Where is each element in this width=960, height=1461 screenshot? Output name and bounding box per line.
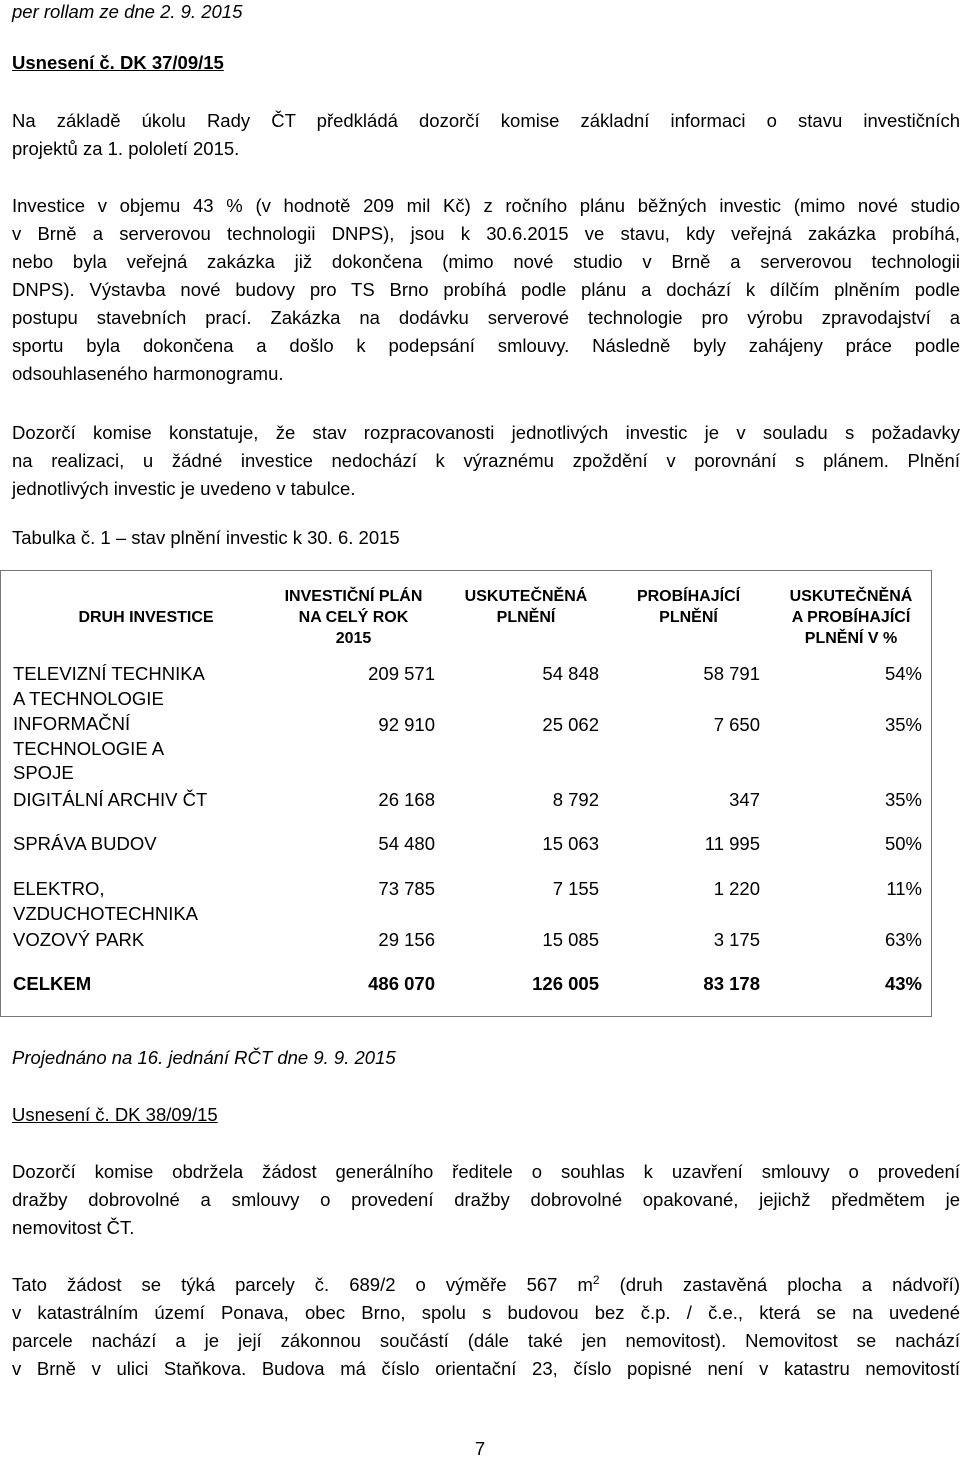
text-line: na realizaci, u žádné investice nedochází k výraznému zpoždění v porovnání s plánem. Plnění: [12, 450, 960, 471]
cell-ongoing: 347: [729, 789, 760, 810]
total-ongoing: 83 178: [703, 973, 760, 994]
cell-plan: 209 571: [368, 663, 435, 684]
header-investment-type: DRUH INVESTICE: [78, 609, 214, 626]
text-line: nebo byla veřejná zakázka již dokončena (mimo nové studio v Brně a serverovou technologii: [12, 251, 960, 272]
row-label-line: VOZOVÝ PARK: [13, 929, 145, 950]
row-label-line: DIGITÁLNÍ ARCHIV ČT: [13, 789, 208, 810]
cell-pct: 35%: [884, 789, 922, 810]
cell-pct: 54%: [884, 663, 922, 684]
text-line: Investice v objemu 43 % (v hodnotě 209 mil Kč) z ročního plánu běžných investic (mimo nové studio: [12, 195, 960, 216]
row-label-line: ELEKTRO,: [13, 878, 105, 899]
cell-ongoing: 7 650: [713, 714, 760, 735]
row-label-line: SPOJE: [13, 762, 74, 783]
cell-pct: 63%: [884, 929, 922, 950]
text-line: Na základě úkolu Rady ČT předkládá dozorčí komise základní informaci o stavu investičních: [12, 110, 960, 131]
text-line: parcele nachází a je její zákonnou součástí (dále také jen nemovitost). Nemovitost se nachází: [12, 1330, 960, 1351]
header-done: [441, 586, 611, 628]
header-line: USKUTEČNĚNÁ: [789, 588, 913, 605]
page-number: 7: [474, 1438, 486, 1459]
header-line: A PROBÍHAJÍCÍ: [791, 609, 911, 626]
cell-pct: 35%: [884, 714, 922, 735]
total-done: 126 005: [532, 973, 599, 994]
text-segment: (druh zastavěná plocha a nádvoří): [599, 1274, 960, 1295]
cell-done: 8 792: [552, 789, 599, 810]
cell-done: 54 848: [542, 663, 599, 684]
text-line: [12, 1271, 960, 1299]
row-label: [13, 928, 144, 953]
header-line: NA CELÝ ROK: [298, 609, 409, 626]
cell-plan: 29 156: [378, 929, 435, 950]
row-label: [13, 662, 205, 711]
header-line: PLNĚNÍ V %: [804, 630, 898, 647]
resolution-title-38: Usnesení č. DK 38/09/15: [12, 1104, 218, 1125]
total-plan: 486 070: [368, 973, 435, 994]
cell-plan: 73 785: [378, 878, 435, 899]
text-line: Dozorčí komise konstatuje, že stav rozpracovanosti jednotlivých investic je v souladu s požadavky: [12, 422, 960, 443]
cell-ongoing: 11 995: [704, 833, 760, 854]
cell-plan: 54 480: [378, 833, 435, 854]
table-caption: Tabulka č. 1 – stav plnění investic k 30. 6. 2015: [12, 527, 400, 548]
text-line: v katastrálním území Ponava, obec Brno, spolu s budovou bez č.p. / č.e., která se na uvedené: [12, 1302, 960, 1323]
row-label: [13, 832, 157, 857]
header-ongoing: [606, 586, 771, 628]
investment-table: [0, 570, 932, 1017]
cell-pct: 50%: [884, 833, 922, 854]
header-plan: [266, 586, 441, 649]
text-line: jednotlivých investic je uvedeno v tabulce.: [12, 478, 356, 499]
text-line: v Brně v ulici Staňkova. Budova má číslo orientační 23, číslo popisné není v katastru nemovitostí: [12, 1358, 960, 1379]
header-pct: [771, 586, 931, 649]
cell-ongoing: 3 175: [713, 929, 760, 950]
cell-ongoing: 1 220: [713, 878, 760, 899]
row-label-line: TELEVIZNÍ TECHNIKA: [13, 663, 205, 684]
total-label: CELKEM: [13, 973, 92, 994]
text-line: DNPS). Výstavba nové budovy pro TS Brno probíhá podle plánu a dochází k dílčím plněním podle: [12, 279, 960, 300]
row-label: [13, 712, 164, 786]
text-segment: Tato žádost se týká parcely č. 689/2 o výměře 567 m: [12, 1274, 593, 1295]
text-line: v Brně a serverovou technologii DNPS), jsou k 30.6.2015 ve stavu, kdy veřejná zakázka probíhá,: [12, 223, 960, 244]
text-line: nemovitost ČT.: [12, 1217, 135, 1238]
header-line: PROBÍHAJÍCÍ: [636, 588, 741, 605]
row-label-line: VZDUCHOTECHNIKA: [13, 902, 199, 924]
cell-done: 15 063: [542, 833, 599, 854]
row-label: [13, 788, 207, 813]
row-label-line: A TECHNOLOGIE: [13, 687, 164, 709]
header-line: PLNĚNÍ: [496, 609, 556, 626]
row-label-line: INFORMAČNÍ: [13, 713, 131, 734]
cell-done: 7 155: [552, 878, 599, 899]
cell-done: 15 085: [542, 929, 599, 950]
cell-pct: 11%: [886, 878, 922, 899]
resolution-title-37: Usnesení č. DK 37/09/15: [12, 52, 224, 73]
text-line: postupu stavebních prací. Zakázka na dodávku serverové technologie pro výrobu zpravodajství a: [12, 307, 960, 328]
row-label-line: SPRÁVA BUDOV: [13, 833, 157, 854]
header-line: USKUTEČNĚNÁ: [464, 588, 588, 605]
cell-done: 25 062: [542, 714, 599, 735]
date-line: per rollam ze dne 2. 9. 2015: [12, 1, 243, 22]
cell-plan: 26 168: [378, 789, 435, 810]
header-line: INVESTIČNÍ PLÁN: [284, 588, 423, 605]
header-line: PLNĚNÍ: [659, 609, 718, 626]
superscript: 2: [592, 1272, 600, 1287]
total-pct: 43%: [884, 973, 922, 994]
text-line: odsouhlaseného harmonogramu.: [12, 363, 284, 384]
row-label-line: TECHNOLOGIE A: [13, 737, 165, 759]
text-line: Dozorčí komise obdržela žádost generálního ředitele o souhlas k uzavření smlouvy o provedení: [12, 1161, 960, 1182]
text-line: sportu byla dokončena a došlo k podepsání smlouvy. Následně byly zahájeny práce podle: [12, 335, 960, 356]
row-label: [13, 877, 198, 926]
text-line: dražby dobrovolné a smlouvy o provedení dražby dobrovolné opakované, jejichž předmětem je: [12, 1189, 960, 1210]
cell-plan: 92 910: [378, 714, 435, 735]
cell-ongoing: 58 791: [703, 663, 760, 684]
discussed-line: Projednáno na 16. jednání RČT dne 9. 9. 2015: [12, 1047, 396, 1068]
header-line: 2015: [335, 630, 372, 647]
text-line: projektů za 1. pololetí 2015.: [12, 138, 240, 159]
